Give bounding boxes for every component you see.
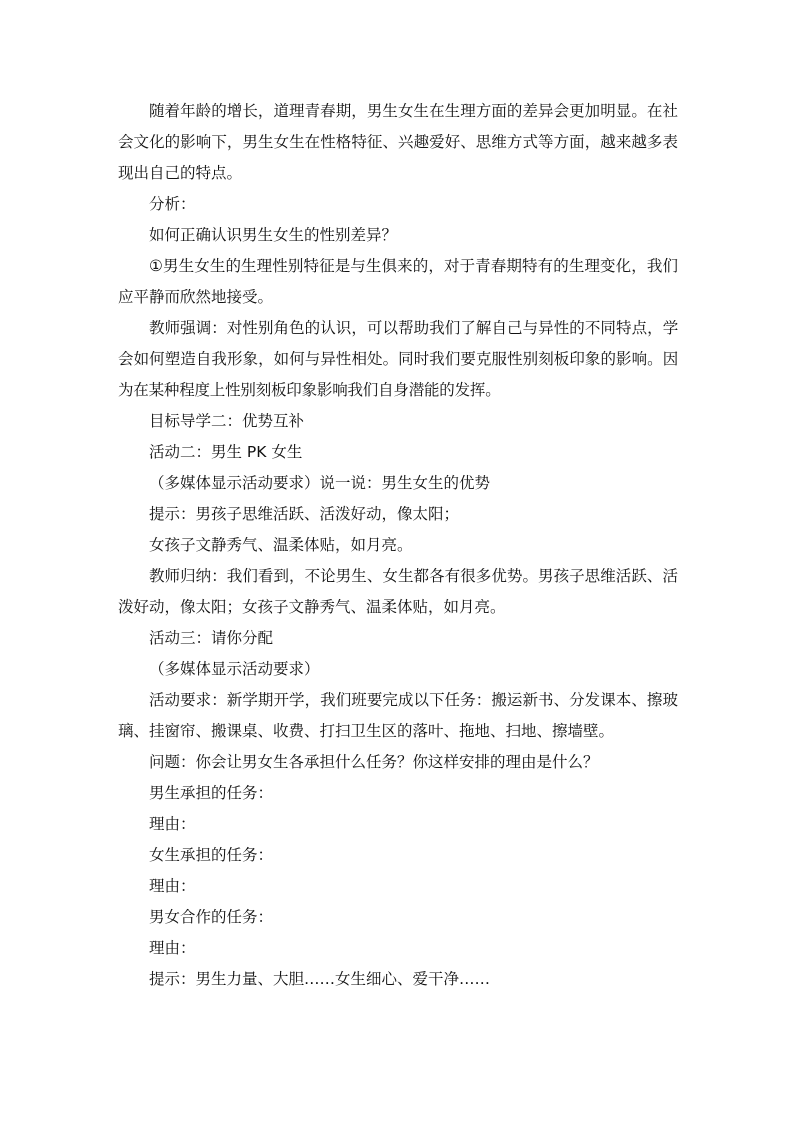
paragraph-teacher-summary: 教师归纳：我们看到，不论男生、女生都各有很多优势。男孩子思维活跃、活泼好动，像太阳；女孩子文静秀气、温柔体贴，如月亮。 (118, 567, 678, 616)
paragraph-activity-three: 活动三：请你分配 (149, 629, 274, 647)
paragraph-joint-tasks: 男女合作的任务： (149, 908, 274, 926)
paragraph-activity-three-requirement: （多媒体显示活动要求） (149, 660, 320, 678)
document-body (118, 96, 678, 995)
paragraph-teacher-emphasis: 教师强调：对性别角色的认识，可以帮助我们了解自己与异性的不同特点，学会如何塑造自我形象，如何与异性相处。同时我们要克服性别刻板印象的影响。因为在某种程度上性别刻板印象影响我们自身潜能的发挥。 (118, 319, 678, 399)
paragraph-hint-boys: 提示：男孩子思维活跃、活泼好动，像太阳； (149, 505, 460, 523)
paragraph-assignment-question: 问题：你会让男女生各承担什么任务？你这样安排的理由是什么？ (149, 753, 599, 771)
paragraph-activity-two-requirement: （多媒体显示活动要求）说一说：男生女生的优势 (149, 474, 491, 492)
paragraph-question: 如何正确认识男生女生的性别差异？ (149, 226, 398, 244)
paragraph-final-hint: 提示：男生力量、大胆……女生细心、爱干净…… (149, 970, 491, 988)
paragraph-point-one: ①男生女生的生理性别特征是与生俱来的，对于青春期特有的生理变化，我们应平静而欣然地接受。 (118, 257, 678, 306)
paragraph-boys-reason: 理由： (149, 815, 196, 833)
paragraph-intro: 随着年龄的增长，道理青春期，男生女生在生理方面的差异会更加明显。在社会文化的影响下，男生女生在性格特征、兴趣爱好、思维方式等方面，越来越多表现出自己的特点。 (118, 102, 678, 182)
paragraph-analysis-label: 分析： (149, 195, 196, 213)
paragraph-girls-tasks: 女生承担的任务： (149, 846, 274, 864)
paragraph-joint-reason: 理由： (149, 939, 196, 957)
paragraph-goal-two: 目标导学二：优势互补 (149, 412, 305, 430)
paragraph-boys-tasks: 男生承担的任务： (149, 784, 274, 802)
paragraph-activity-two: 活动二：男生 PK 女生 (149, 443, 303, 461)
paragraph-task-list: 活动要求：新学期开学，我们班要完成以下任务：搬运新书、分发课本、擦玻璃、挂窗帘、搬课桌、收费、打扫卫生区的落叶、拖地、扫地、擦墙壁。 (118, 691, 678, 740)
paragraph-girls-reason: 理由： (149, 877, 196, 895)
paragraph-hint-girls: 女孩子文静秀气、温柔体贴，如月亮。 (149, 536, 413, 554)
